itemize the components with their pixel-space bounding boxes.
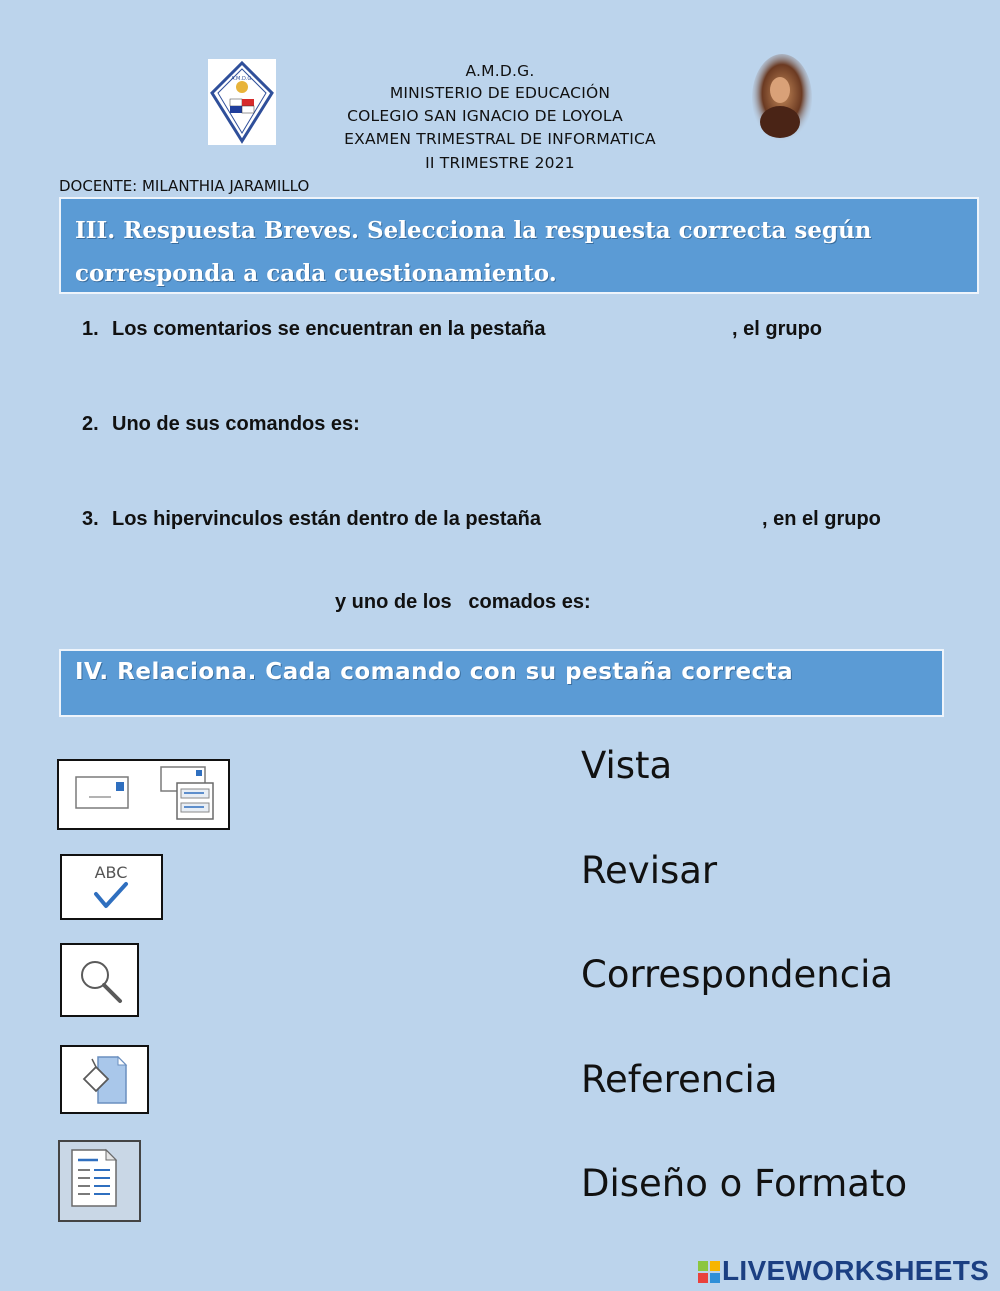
question-1-tail: , el grupo (732, 318, 822, 340)
liveworksheets-brand[interactable] (698, 1255, 989, 1287)
question-3-continuation: y uno de los comados es: (335, 591, 591, 613)
header-line-trimestre: II TRIMESTRE 2021 (425, 154, 575, 172)
question-2-number: 2. (82, 413, 99, 435)
page-color-icon[interactable] (60, 1045, 149, 1114)
crest-text: A.M.D.G. (231, 76, 253, 82)
header-line-colegio: COLEGIO SAN IGNACIO DE LOYOLA (347, 107, 623, 125)
header-line-ministerio: MINISTERIO DE EDUCACIÓN (389, 84, 611, 102)
word-correspondencia[interactable]: Correspondencia (581, 953, 894, 996)
document-page-icon[interactable] (58, 1140, 141, 1222)
question-1-text: Los comentarios se encuentran en la pestaña (112, 318, 546, 340)
section4-title: IV. Relaciona. Cada comando con su pestaña correcta (75, 659, 794, 685)
liveworksheets-logo-icon (698, 1258, 720, 1280)
header-line-examen: EXAMEN TRIMESTRAL DE INFORMATICA (344, 130, 656, 148)
saint-portrait-image (750, 52, 814, 144)
word-revisar[interactable]: Revisar (581, 849, 718, 892)
section3-title-bar (59, 197, 979, 294)
question-2 (82, 413, 360, 436)
section4-title-bar (59, 649, 944, 717)
magnifier-icon[interactable] (60, 943, 139, 1017)
question-3 (82, 508, 541, 531)
word-referencia[interactable]: Referencia (581, 1058, 778, 1101)
question-1 (82, 318, 545, 341)
word-vista[interactable]: Vista (581, 744, 673, 787)
school-crest-logo (208, 59, 276, 145)
question-1-number: 1. (82, 318, 99, 340)
header-line-amdg: A.M.D.G. (465, 62, 535, 80)
section3-title-line2: corresponda a cada cuestionamiento. (75, 260, 557, 287)
question-3-number: 3. (82, 508, 99, 530)
liveworksheets-text: LIVEWORKSHEETS (722, 1255, 990, 1286)
section3-title-line1: III. Respuesta Breves. Selecciona la respuesta correcta según (75, 217, 872, 244)
spelling-abc-icon[interactable] (60, 854, 163, 920)
question-3-tail: , en el grupo (762, 508, 881, 530)
svg-text:ABC: ABC (94, 863, 128, 882)
word-diseno-formato[interactable]: Diseño o Formato (581, 1162, 908, 1205)
envelope-labels-icon[interactable] (57, 759, 230, 830)
docente-label: DOCENTE: MILANTHIA JARAMILLO (59, 177, 310, 195)
question-3-text: Los hipervinculos están dentro de la pestaña (112, 508, 541, 530)
question-2-text: Uno de sus comandos es: (112, 413, 360, 435)
